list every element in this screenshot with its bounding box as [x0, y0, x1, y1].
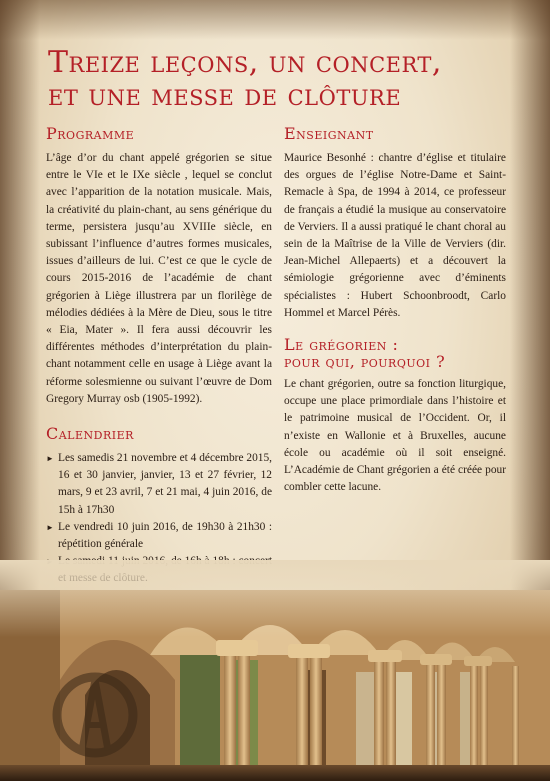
list-item [46, 519, 272, 553]
enseignant-heading: Enseignant [284, 124, 374, 143]
calendrier-heading: Calendrier [46, 424, 134, 444]
programme-heading: Programme [46, 124, 135, 143]
programme-text: L’âge d’or du chant appelé grégorien se situe entre le VIe et le IXe siècle , lequel se conclut avec l’apparition de la notation musicale. Mais, la créativité du plain-chant, au sens générique du terme, persistera jusqu’au XVIIIe siècle, en subissant l’influence d’autres formes musicales, issues d’ailleurs de lui. C’est ce que le cycle de cours 2015-2016 de l’académie de chant grégorien à Liège illustrera par un florilège de mélodies dédiées à la Mère de Dieu, sous le titre « Eia, Mater ». Il fera aussi découvrir les différentes méthodes d’interprétation du plain-chant notamment celle en usage à Liège avant la réforme solesmienne ou suivant l’œuvre de Dom Gregory Murray osb (1905-1992). [46, 152, 272, 405]
cloister-photo [0, 560, 550, 781]
title-line-1: Treize leçons, un concert, [48, 45, 442, 80]
parchment-edge-top [0, 0, 550, 40]
list-item [46, 450, 272, 519]
right-column [284, 124, 506, 496]
gregorien-section [284, 336, 506, 496]
gregorien-text: Le chant grégorien, outre sa fonction liturgique, occupe une place primordiale dans l’histoire et le patrimoine musical de l’Occident. Or, il n’existe en Wallonie et à Bruxelles, aucune école ou académie où il soit enseigné. L’Académie de Chant grégorien a été créée pour combler cette lacune. [284, 378, 506, 494]
programme-section [46, 124, 272, 408]
gregorien-heading-line-1: Le grégorien : [284, 335, 399, 355]
calendrier-item-text: Le vendredi 10 juin 2016, de 19h30 à 21h30 : répétition générale [58, 520, 272, 551]
title-line-2: et une messe de clôture [48, 78, 402, 113]
gregorien-heading [284, 336, 506, 370]
calendrier-item-text: Les samedis 21 novembre et 4 décembre 2015, 16 et 30 janvier, janvier, 13 et 27 février, 12 mars, 9 et 23 avril, 7 et 21 mai, 4 juin 2016, de 15h à 17h30 [58, 452, 272, 516]
enseignant-text: Maurice Besonhé : chantre d’église et titulaire des orgues de l’église Notre-Dame et Saint-Remacle à Spa, de 1994 à 2014, ce professeur de français a étudié la musique au conservatoire de Verviers. Il a aussi pratiqué le chant choral au sein de la Maîtrise de la Ville de Verviers (dir. Jean-Michel Allepaerts) et a découvert la sémiologie grégorienne avec d’éminents spécialistes : Hubert Schoonbroodt, Carlo Hommel et Marcel Pérès. [284, 152, 506, 319]
bullet-arrow-icon: ► [46, 522, 54, 532]
left-column [46, 124, 272, 588]
gregorien-heading-line-2: pour qui, pourquoi ? [284, 352, 446, 372]
enseignant-section [284, 124, 506, 322]
bullet-arrow-icon: ► [46, 454, 54, 464]
cloister-illustration [0, 560, 550, 781]
page-title [48, 46, 518, 112]
